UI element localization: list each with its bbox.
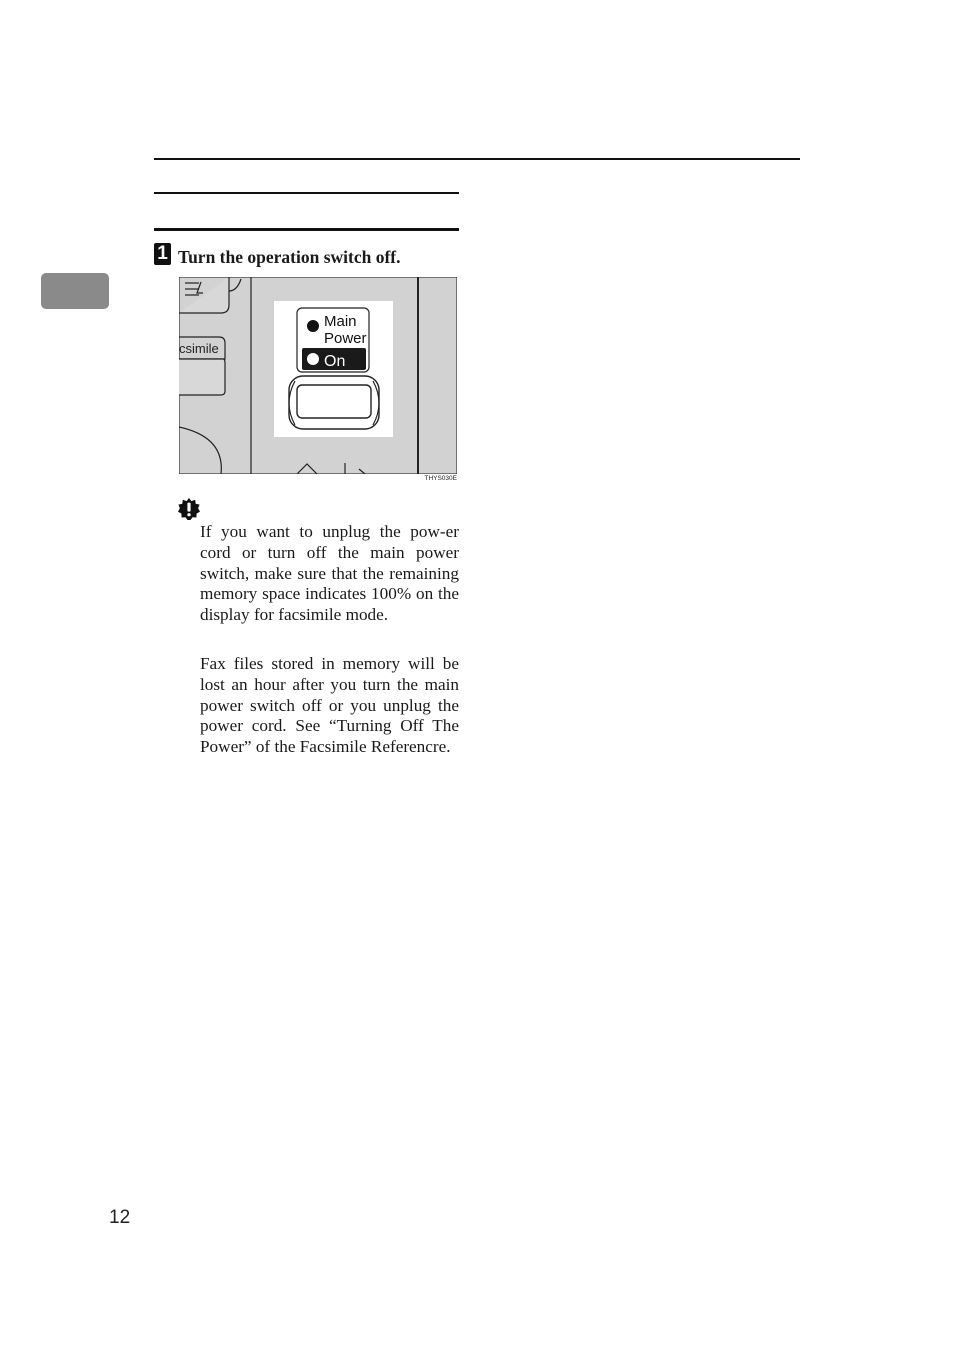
- section-rule-top: [154, 192, 459, 194]
- chapter-tab: [41, 273, 109, 309]
- important-note: If you want to unplug the pow-er cord or turn off the main power switch, make sure that the remaining memory space indicates 100% on the display for facsimile mode.: [200, 522, 459, 625]
- section-rule-bottom: [154, 228, 459, 231]
- header-rule: [154, 158, 800, 160]
- on-indicator-icon: [307, 353, 319, 365]
- on-label: On: [324, 353, 346, 370]
- important-note: Fax files stored in memory will be lost an hour after you turn the main power switch off or you unplug the power cord. See “Turning Off The Power” of the Facsimile Referencre.: [200, 654, 459, 757]
- main-power-indicator-icon: [307, 320, 319, 332]
- figure-code: THYS030E: [424, 475, 457, 482]
- main-label: Main: [324, 313, 357, 330]
- step-number-badge: 1: [154, 243, 171, 265]
- important-icon: [178, 498, 200, 520]
- main-power-switch-illustration: [179, 277, 457, 474]
- power-label: Power: [324, 330, 367, 347]
- step-instruction: Turn the operation switch off.: [178, 247, 401, 267]
- facsimile-key-label: csimile: [179, 341, 219, 356]
- page-number: 12: [109, 1207, 131, 1228]
